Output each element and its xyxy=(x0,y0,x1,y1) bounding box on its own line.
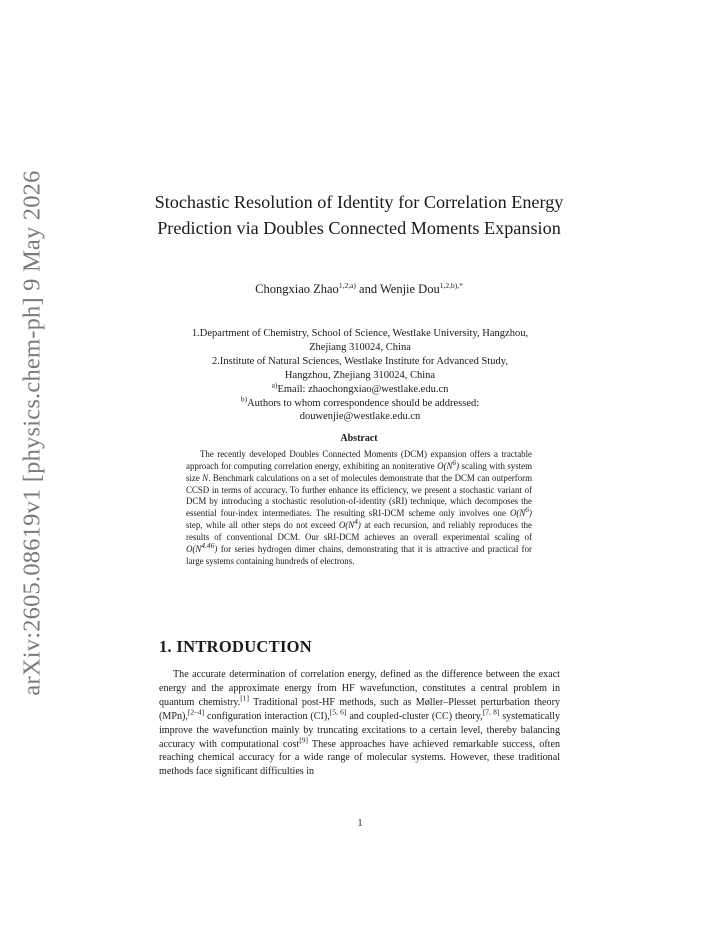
arxiv-identifier-text: arXiv:2605.08619v1 [physics.chem-ph] 9 May 2026 xyxy=(19,170,46,696)
email-a-mark: a) xyxy=(271,380,278,390)
math-scaling-3 xyxy=(338,517,361,531)
author-line xyxy=(120,281,598,297)
email-b-text: Authors to whom correspondence should be addressed: xyxy=(247,397,480,409)
author-conjunction: and xyxy=(355,282,380,296)
abstract-body xyxy=(186,449,532,567)
citation-7-8[interactable]: [7, 8] xyxy=(482,707,500,717)
abstract-text-1: The recently developed Doubles Connected Moments (DCM) expansion offers a tractable approach for computing correlation energy, exhibiting an noniterative xyxy=(186,449,532,471)
intro-text-1: The accurate determination of correlation energy, defined as the difference between the exact energy and the approximate energy from HF wavefunction, constitutes a central problem in quantum chemistry. xyxy=(159,669,560,708)
math-close: ) xyxy=(357,520,361,531)
section-heading-introduction: 1. INTRODUCTION xyxy=(159,637,313,656)
math-variable-n: N xyxy=(202,472,209,483)
affiliation-1-line-1: 1.Department of Chemistry, School of Science, Westlake University, Hangzhou, xyxy=(191,328,529,339)
math-base: O(N xyxy=(186,543,202,554)
abstract-text-4: step, while all other steps do not exceed xyxy=(186,520,339,531)
affiliation-1-line-2: Zhejiang 310024, China xyxy=(309,341,411,353)
author-2-name: Wenjie Dou xyxy=(379,282,440,296)
email-b-mark: b) xyxy=(240,394,248,404)
math-scaling-4 xyxy=(186,540,218,554)
citation-1[interactable]: [1] xyxy=(240,693,250,703)
affiliation-2-line-1: 2.Institute of Natural Sciences, Westlake Institute for Advanced Study, xyxy=(212,355,508,367)
author-1-name: Chongxiao Zhao xyxy=(255,282,339,296)
intro-text-6: These approaches have achieved remarkable success, often reaching chemical accuracy for a wide range of molecular systems. However, these traditional methods face significant difficulties in xyxy=(159,738,561,778)
introduction-paragraph xyxy=(159,668,560,779)
abstract-heading: Abstract xyxy=(340,433,378,444)
math-close: ) xyxy=(529,508,532,519)
email-b-line xyxy=(140,394,580,411)
math-scaling-1 xyxy=(437,457,460,471)
abstract-text-3: . Benchmark calculations on a set of molecules demonstrate that the DCM can outperform CCSD in terms of accuracy. To further enhance its efficiency, we present a stochastic variant of DCM by introducing a stochastic resolution-of-identity (sRI) technique, which decomposes the essential four-index intermediates. The resulting sRI-DCM scheme only involves one xyxy=(186,472,532,519)
intro-text-5: systematically improve the wavefunction mainly by truncating excitations to a certain level, thereby balancing accuracy with computational cost xyxy=(159,710,560,750)
citation-9[interactable]: [9] xyxy=(299,735,308,745)
abstract-text-5: at each recursion, and reliably reproduces the results of conventional DCM. Our sRI-DCM achieves an overall experimental scaling of xyxy=(186,520,532,542)
math-exponent: 6 xyxy=(452,457,457,467)
abstract-text-6: for series hydrogen dimer chains, demonstrating that it is attractive and practical for large systems containing hundreds of electrons. xyxy=(186,543,532,566)
intro-text-3: configuration interaction (CI), xyxy=(204,710,330,722)
math-exponent: 6 xyxy=(525,505,530,515)
intro-text-2: Traditional post-HF methods, such as Møller–Plesset perturbation theory (MPn), xyxy=(159,696,560,722)
paper-title: Stochastic Resolution of Identity for Correlation Energy Prediction via Doubles Connected Moments Expansion xyxy=(154,192,564,238)
math-base: O(N xyxy=(338,520,355,531)
affiliations-block xyxy=(140,327,580,424)
math-close: ) xyxy=(456,460,460,471)
author-1-affiliation-marks: 1,2,a) xyxy=(338,280,356,290)
math-exponent: 4.46 xyxy=(201,540,215,550)
math-base: O(N xyxy=(437,460,453,471)
math-base: O(N xyxy=(509,508,526,519)
math-scaling-2 xyxy=(509,505,532,519)
intro-text-4: and coupled-cluster (CC) theory, xyxy=(346,710,483,722)
page-number: 1 xyxy=(357,818,363,829)
citation-2-4[interactable]: [2–4] xyxy=(187,707,205,717)
email-a-line xyxy=(140,380,580,397)
email-a-text: Email: zhaochongxiao@westlake.edu.cn xyxy=(277,383,449,395)
email-b-address: douwenjie@westlake.edu.cn xyxy=(299,411,421,423)
affiliation-2-line-2: Hangzhou, Zhejiang 310024, China xyxy=(284,369,436,381)
math-close: ) xyxy=(214,543,218,554)
abstract-text-2: scaling with system size xyxy=(186,460,532,483)
citation-5-6[interactable]: [5, 6] xyxy=(329,707,347,717)
author-2-affiliation-marks: 1,2,b),* xyxy=(439,280,463,290)
arxiv-identifier-stamp xyxy=(18,170,48,696)
math-exponent: 4 xyxy=(354,517,358,527)
